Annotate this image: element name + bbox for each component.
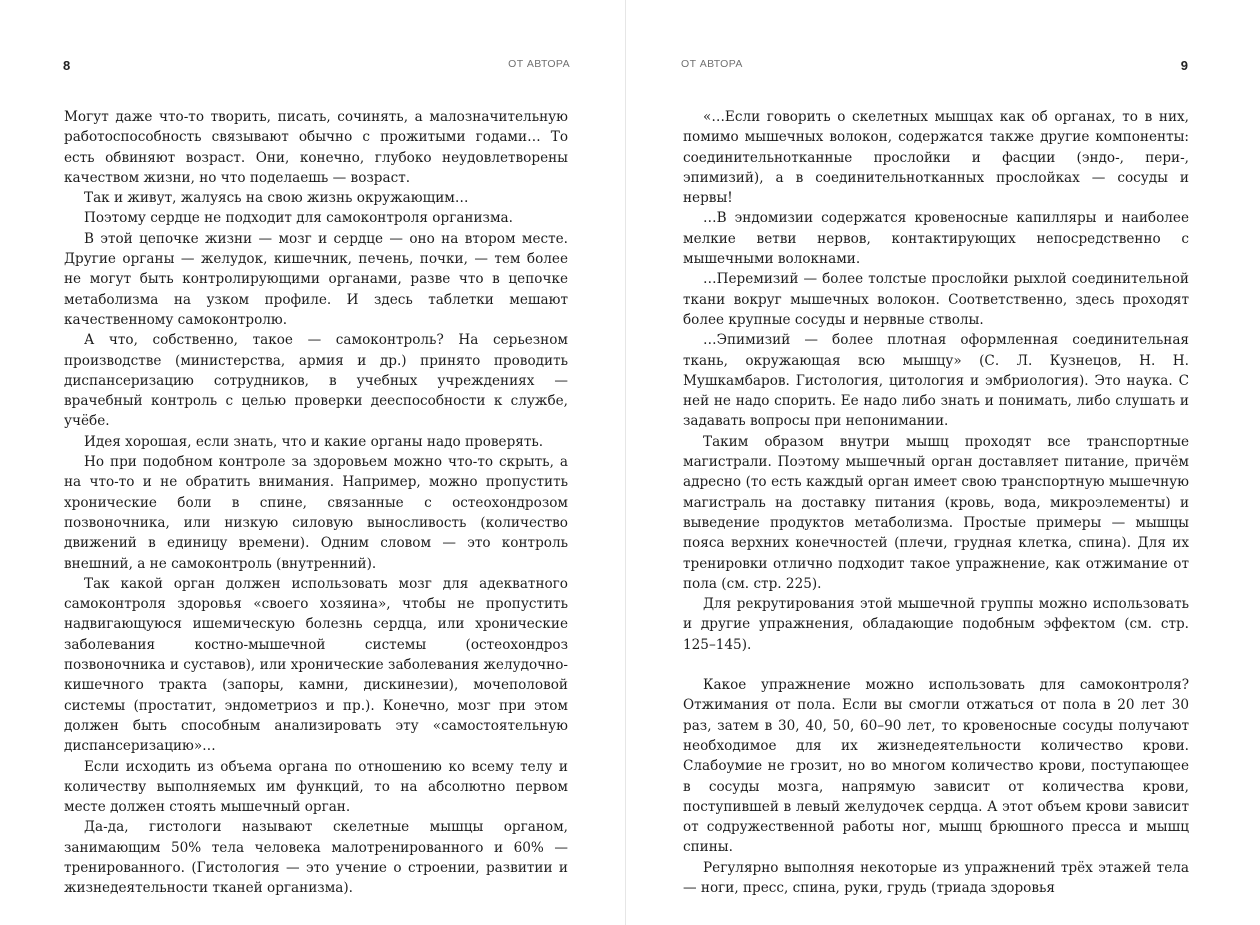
paragraph: Да-да, гистологи называют скелетные мышцы органом, занимающим 50% тела человека малотренированного и 60% — тренированного. (Гистология — это учение о строении, развитии и жизнедеятельности тканей организма). bbox=[64, 819, 568, 897]
paragraph: «…Если говорить о скелетных мышцах как об органах, то в них, помимо мышечных волокон, содержатся также другие компоненты: соединительнотканные прослойки и фасции (эндо-, пери-, эпимизий), а в соединительнотканных прослойках — сосуды и нервы! bbox=[683, 109, 1189, 207]
right-page bbox=[626, 0, 1260, 925]
section-gap bbox=[683, 655, 1189, 675]
paragraph: Идея хорошая, если знать, что и какие органы надо проверять. bbox=[84, 433, 544, 450]
paragraph: В этой цепочке жизни — мозг и сердце — оно на втором месте. Другие органы — желудок, кишечник, печень, почки, — тем более не могут быть контролирующими органами, разве что в цепочке метаболизма на узком профиле. И здесь таблетки мешают качественному самоконтролю. bbox=[64, 230, 568, 328]
right-body-text bbox=[683, 107, 1189, 898]
paragraph: Но при подобном контроле за здоровьем можно что-то скрыть, а на что-то и не обратить внимания. Например, можно пропустить хронические боли в спине, связанные с остеохондрозом позвоночника, или низкую силовую выносливость (количество движений в единицу времени). Одним словом — это контроль внешний, а не самоконтроль (внутренний). bbox=[64, 454, 568, 572]
paragraph: А что, собственно, такое — самоконтроль? На серьезном производстве (министерства, армия и др.) принято проводить диспансеризацию сотрудников, в учебных учреждениях — врачебный контроль с целью проверки дееспособности к службе, учёбе. bbox=[64, 332, 568, 430]
left-running-head: ОТ АВТОРА bbox=[508, 58, 570, 70]
paragraph: Таким образом внутри мышц проходят все транспортные магистрали. Поэтому мышечный орган доставляет питание, причём адресно (то есть каждый орган имеет свою транспортную мышечную магистраль на доставку питания (кровь, вода, микроэлементы) и выведение продуктов метаболизма. Простые примеры — мышцы пояса верхних конечностей (плечи, грудная клетка, спина). Для их тренировки отлично подходит такое упражнение, как отжимание от пола (см. стр. 225). bbox=[683, 433, 1189, 592]
paragraph: …В эндомизии содержатся кровеносные капилляры и наиболее мелкие ветви нервов, контактирующих непосредственно с мышечными волокнами. bbox=[683, 210, 1189, 268]
paragraph: Могут даже что-то творить, писать, сочинять, а малозначительную работоспособность связывают обычно с прожитыми годами… То есть обвиняют возраст. Они, конечно, глубоко неудовлетворены качеством жизни, но что поделаешь — возраст. bbox=[64, 109, 568, 186]
left-body-text bbox=[64, 107, 568, 899]
right-running-head: ОТ АВТОРА bbox=[681, 58, 743, 70]
left-page bbox=[0, 0, 626, 925]
paragraph: …Эпимизий — более плотная оформленная соединительная ткань, окружающая всю мышцу» (С. Л. Кузнецов, Н. Н. Мушкамбаров. Гистология, цитология и эмбриология). Это наука. С ней не надо спорить. Ее надо либо знать и понимать, либо слушать и задавать вопросы при непонимании. bbox=[683, 332, 1189, 430]
paragraph: Регулярно выполняя некоторые из упражнений трёх этажей тела — ноги, пресс, спина, руки, грудь (триада здоровья bbox=[683, 859, 1189, 896]
paragraph: Так какой орган должен использовать мозг для адекватного самоконтроля здоровья «своего хозяина», чтобы не пропустить надвигающуюся ишемическую болезнь сердца, или хронические заболевания костно-мышечной системы (остеохондроз позвоночника и суставов), или хронические заболевания желудочно-кишечного тракта (запоры, камни, дискинезии), мочеполовой системы (простатит, эндометриоз и пр.). Конечно, мозг при этом должен быть способным анализировать эту «самостоятельную диспансеризацию»… bbox=[64, 575, 568, 755]
paragraph: Так и живут, жалуясь на свою жизнь окружающим… bbox=[84, 190, 469, 207]
left-page-number: 8 bbox=[63, 58, 71, 73]
paragraph: Если исходить из объема органа по отношению ко всему телу и количеству выполняемых им функций, то на абсолютно первом месте должен стоять мышечный орган. bbox=[64, 758, 568, 816]
paragraph: Поэтому сердце не подходит для самоконтроля организма. bbox=[84, 210, 513, 227]
paragraph: Какое упражнение можно использовать для самоконтроля? Отжимания от пола. Если вы смогли отжаться от пола в 20 лет 30 раз, затем в 30, 40, 50, 60–90 лет, то кровеносные сосуды получают необходимое для их жизнедеятельности количество крови. Слабоумие не грозит, но во многом количество крови, поступающее в сосуды мозга, напрямую зависит от количества крови, поступившей в левый желудочек сердца. А этот объем крови зависит от содружественной работы ног, мышц брюшного пресса и мышц спины. bbox=[683, 677, 1189, 856]
right-page-number: 9 bbox=[1180, 58, 1188, 73]
paragraph: Для рекрутирования этой мышечной группы можно использовать и другие упражнения, обладающие подобным эффектом (см. стр. 125–145). bbox=[683, 596, 1189, 653]
paragraph: …Перемизий — более толстые прослойки рыхлой соединительной ткани вокруг мышечных волокон. Соответственно, здесь проходят более крупные сосуды и нервные стволы. bbox=[683, 271, 1189, 328]
